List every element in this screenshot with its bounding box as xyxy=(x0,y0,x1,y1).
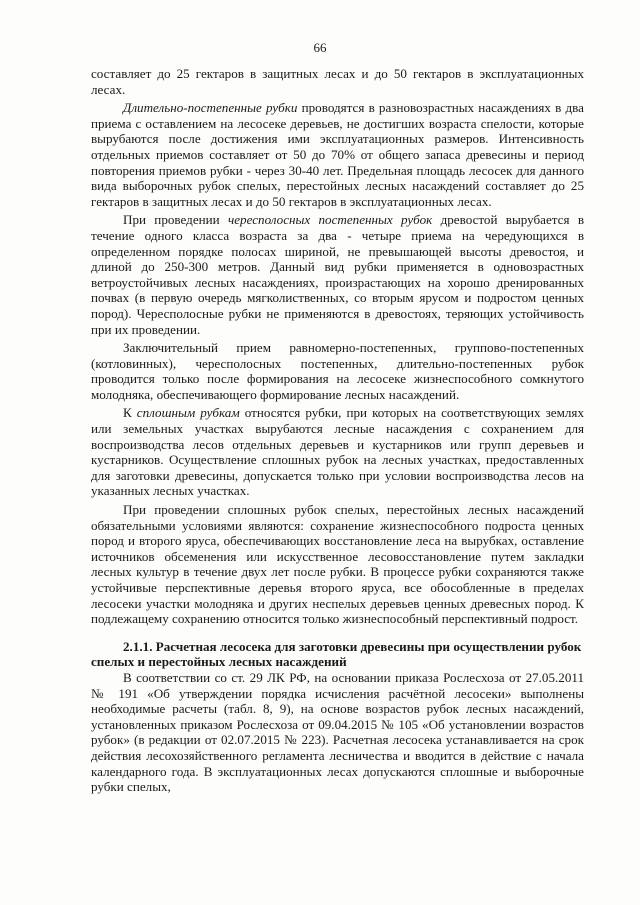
paragraph-text: При проведении xyxy=(123,212,228,228)
paragraph-strip-cuts xyxy=(91,212,584,337)
term-strip-cuts: чересполосных постепенных рубок xyxy=(227,212,433,228)
paragraph-text: К xyxy=(123,405,137,421)
paragraph-final-stage: Заключительный прием равномерно-постепенных, группово-постепенных (котловинных), чересполосных постепенных, длительно-постепенных рубок проводится только после формирования на лесосеке жизнеспособного сомкнутого молодняка, обеспечивающего формирование лесных насаждений. xyxy=(91,340,584,402)
term-long-gradual-cuts: Длительно-постепенные рубки xyxy=(123,100,298,116)
paragraph-long-gradual-cuts xyxy=(91,100,584,209)
paragraph-clear-cuts xyxy=(91,405,584,499)
paragraph-text: проводятся в разновозрастных насаждениях в два приема с оставлением на лесосеке деревьев, не достигших возраста спелости, которые вырубаются после достижения ими эксплуатационных размеров. Интенсивность отдельных приемов составляет от 50 до 70% от общего запаса древесины и период повторения приемов рубки - через 30-40 лет. Предельная площадь лесосек для данного вида выборочных рубок спелых, перестойных лесных насаждений составляет до 25 гектаров в защитных лесах и до 50 гектаров в эксплуатационных лесах. xyxy=(91,100,584,209)
paragraph-annual-allowable-cut: В соответствии со ст. 29 ЛК РФ, на основании приказа Рослесхоза от 27.05.2011 № 191 «Об утверждении порядка исчисления расчётной лесосеки» выполнены необходимые расчеты (табл. 8, 9), на основе возрастов рубок лесных насаждений, установленных приказом Рослесхоза от 09.04.2015 № 105 «Об установлении возрастов рубок» (в редакции от 02.07.2015 № 223). Расчетная лесосека устанавливается на срок действия лесохозяйственного регламента лесничества и вводится в действие с начала календарного года. В эксплуатационных лесах допускаются сплошные и выборочные рубки спелых, xyxy=(91,669,584,795)
section-heading: 2.1.1. Расчетная лесосека для заготовки древесины при осуществлении рубок спелых и перестойных лесных насаждений xyxy=(91,638,582,670)
paragraph-text: древостой вырубается в течение одного класса возраста за два - четыре приема на чередующихся в определенном порядке полосах шириной, не превышающей высоты древостоя, и длиной до 250-300 метров. Данный вид рубки применяется в одновозрастных ветроустойчивых лесных насаждениях, произрастающих на хорошо дренированных почвах (в первую очередь мягколиственных, со вторым ярусом и подростом ценных пород). Чересполосные рубки не применяются в древостоях, теряющих устойчивость при их проведении. xyxy=(91,212,585,337)
paragraph-text: относятся рубки, при которых на соответствующих землях или земельных участках вырубаются лесные насаждения с сохранением для воспроизводства лесов отдельных деревьев и кустарников или групп деревьев и кустарников. Осуществление сплошных рубок на лесных участках, предоставленных для заготовки древесины, допускается только при условии воспроизводства лесов на указанных лесных участках. xyxy=(91,405,585,499)
paragraph-clear-cut-conditions: При проведении сплошных рубок спелых, перестойных лесных насаждений обязательными условиями являются: сохранение жизнеспособного подроста ценных пород и второго яруса, обеспечивающих восстановление леса на вырубках, оставление источников обсеменения или искусственное лесовосстановление путем закладки лесных культур в течение двух лет после рубки. В процессе рубки сохраняются также устойчивые перспективные деревья второго яруса, все обособленные в пределах лесосеки участки молодняка и других неспелых деревьев ценных древесных пород. К подлежащему сохранению относится только жизнеспособный перспективный подрост. xyxy=(91,502,584,627)
page-number: 66 xyxy=(313,40,327,55)
term-clear-cuts: сплошным рубкам xyxy=(136,405,240,421)
paragraph-continued: составляет до 25 гектаров в защитных лесах и до 50 гектаров в эксплуатационных лесах. xyxy=(91,66,584,97)
body-text xyxy=(91,66,584,795)
